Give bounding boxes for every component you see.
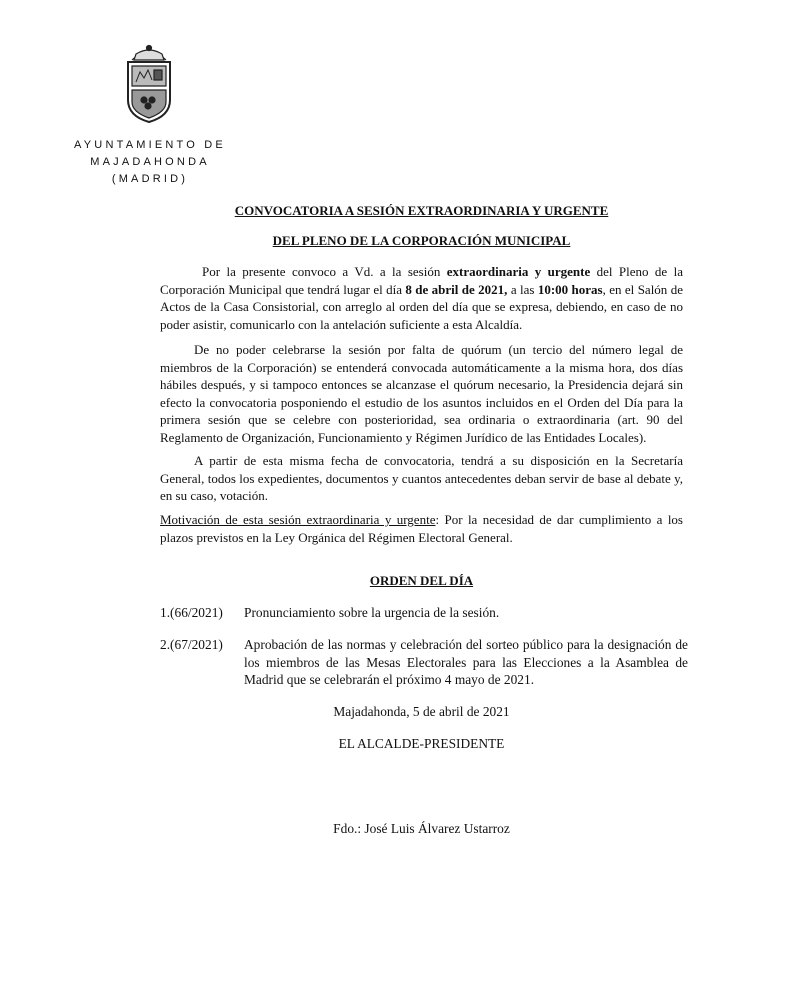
para1-text-3: a las: [507, 281, 538, 297]
agenda-item: [160, 636, 688, 689]
signature-line: Fdo.: José Luis Álvarez Ustarroz: [333, 821, 510, 836]
documents-paragraph: A partir de esta misma fecha de convocatoria, tendrá a su disposición en la Secretaría General, todos los expedientes, documentos y cuantos antecedentes deban servir de base al debate y, en su caso, votación.: [160, 453, 683, 504]
document-subtitle: DEL PLENO DE LA CORPORACIÓN MUNICIPAL: [272, 233, 571, 248]
session-date: 8 de abril de 2021,: [405, 281, 508, 297]
agenda-item-number: 2.(67/2021): [160, 637, 223, 652]
org-line-1: AYUNTAMIENTO DE: [74, 139, 226, 151]
para1-text-1: Por la presente convoco a Vd. a la sesión: [202, 264, 447, 279]
convocation-paragraph: [160, 263, 683, 333]
para1-text-2: del Pleno de la Corporación Municipal que tendrá lugar el día: [160, 264, 683, 297]
agenda-item-text: Pronunciamiento sobre la urgencia de la sesión.: [244, 605, 500, 620]
agenda-item-number: 1.(66/2021): [160, 605, 223, 620]
org-line-2: MAJADAHONDA: [90, 156, 210, 168]
document-title: CONVOCATORIA A SESIÓN EXTRAORDINARIA Y URGENTE: [234, 203, 609, 218]
agenda-item-text: Aprobación de las normas y celebración del sorteo público para la designación de los miembros de las Mesas Electorales para las Elecciones a la Asamblea de Madrid que se celebrarán el próximo 4 mayo de 2021.: [244, 637, 688, 688]
quorum-paragraph: De no poder celebrarse la sesión por falta de quórum (un tercio del número legal de miembros de la Corporación) se entenderá convocada automáticamente a la misma hora, dos días hábiles después, y si tampoco entonces se alcanzase el quórum necesario, la Presidencia dejará sin efecto la convocatoria posponiendo el estudio de los asuntos incluidos en el Orden del Día para la primera sesión que se celebre con posterioridad, sea ordinaria o extraordinaria (art. 90 del Reglamento de Organización, Funcionamiento y Régimen Jurídico de las Entidades Locales).: [160, 342, 683, 445]
org-line-3: (MADRID): [111, 173, 189, 185]
motivation-label: Motivación de esta sesión extraordinaria y urgente: [160, 512, 436, 527]
coat-of-arms-icon: [118, 42, 180, 124]
session-type: extraordinaria y urgente: [446, 264, 591, 279]
organization-name: [60, 137, 240, 188]
signatory-role: EL ALCALDE-PRESIDENTE: [338, 736, 505, 751]
para1-text-4: , en el Salón de Actos de la Casa Consistorial, con arreglo al orden del día que se expresa, debiendo, en caso de no poder asistir, comunicarlo con la antelación suficiente a esta Alcaldía.: [160, 281, 683, 332]
session-time: 10:00 horas: [537, 281, 603, 297]
agenda-item: [160, 604, 688, 622]
place-date: Majadahonda, 5 de abril de 2021: [333, 704, 510, 719]
motivation-text: : Por la necesidad de dar cumplimiento a los plazos previstos en la Ley Orgánica del Régimen Electoral General.: [160, 512, 683, 545]
motivation-paragraph: [160, 511, 683, 546]
agenda-title: ORDEN DEL DÍA: [369, 573, 474, 588]
